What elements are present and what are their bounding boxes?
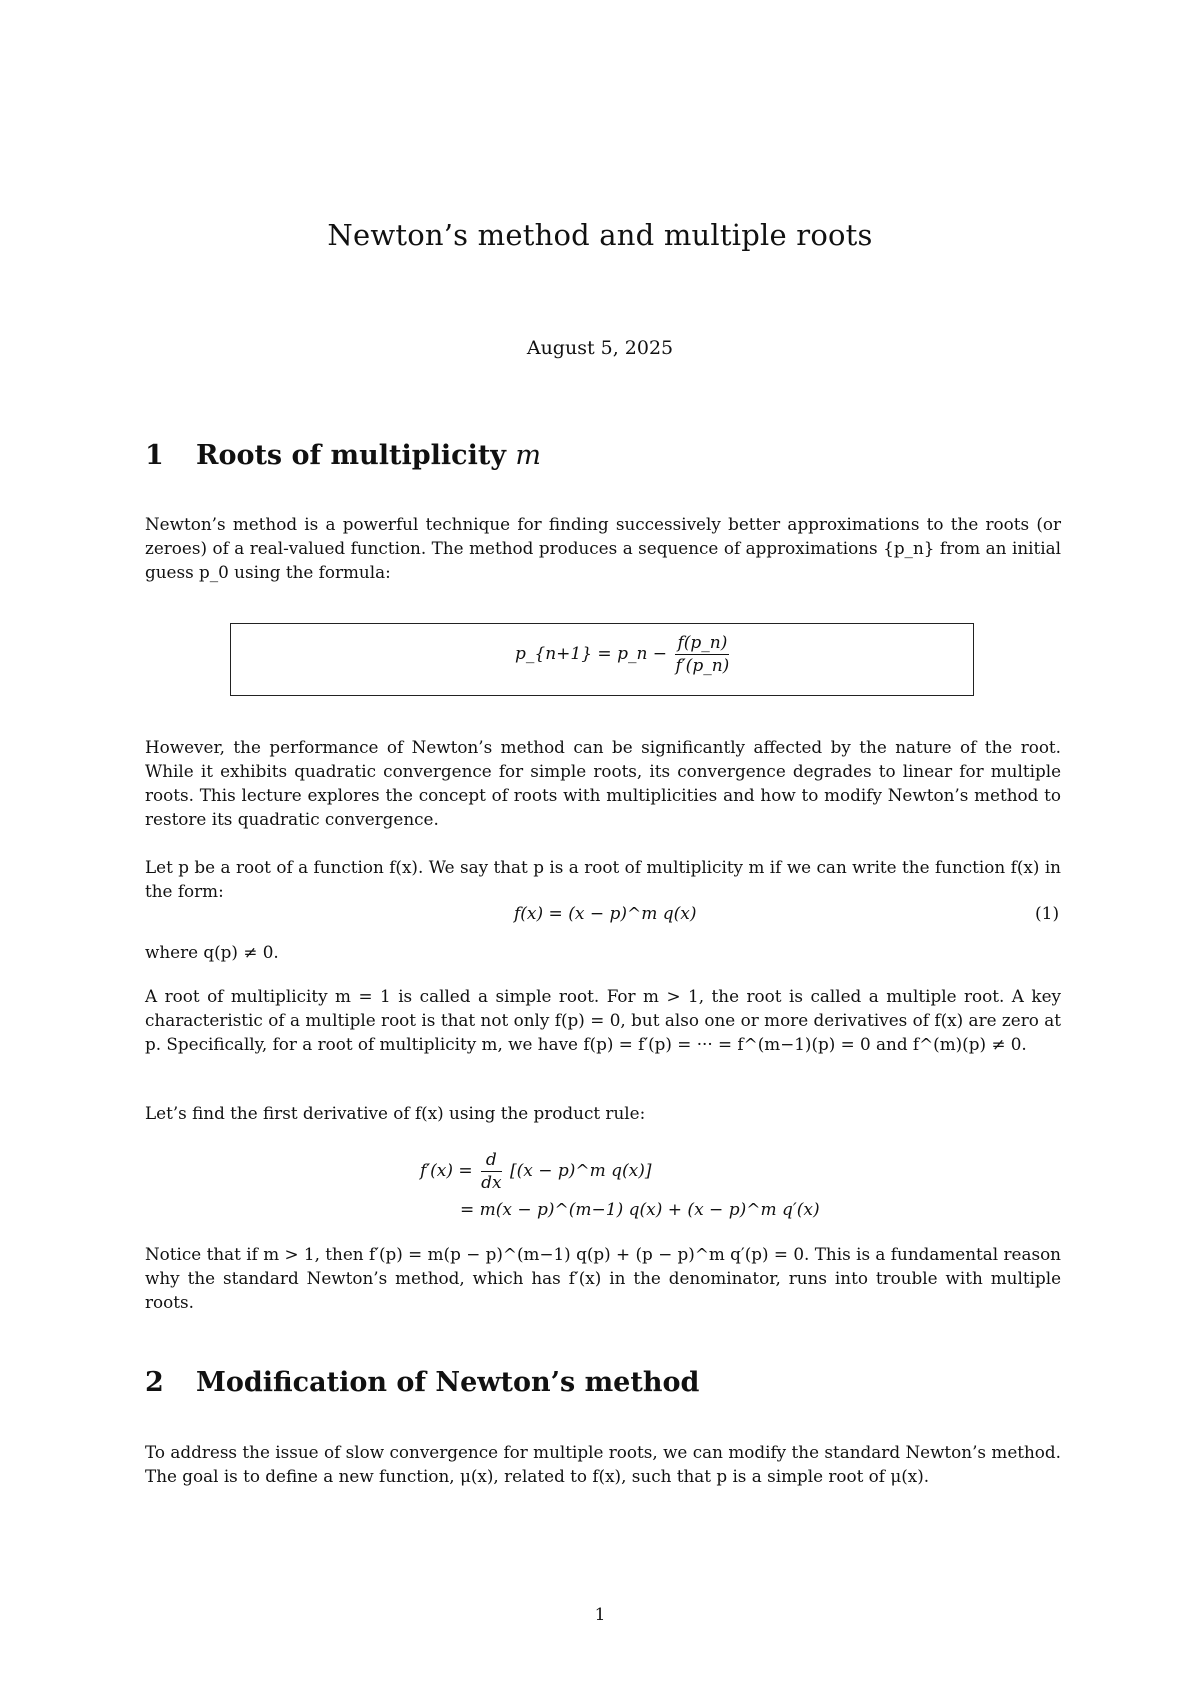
derivative-rhs: [(x − p)^m q(x)] [509,1161,652,1181]
paragraph-text: where q(p) ≠ 0. [145,942,279,962]
paragraph-text: Newton’s method is a powerful technique for finding successively better approximations to the roots (or zeroes) of a real-valued function. The method produces a sequence of approximations {p_n} from an initial guess p_0 using the formula: [145,514,1061,582]
derivative-lhs: f′(x) = [420,1161,473,1181]
paragraph-multiple-root [145,984,1061,1056]
section-title: Roots of multiplicity [196,440,516,471]
derivative-dx: dx [481,1173,502,1193]
document-date: August 5, 2025 [526,337,674,359]
section-1-heading [145,440,541,471]
paragraph-text: However, the performance of Newton’s method can be significantly affected by the nature of the root. While it exhibits quadratic convergence for simple roots, its convergence degrades to linear for multiple roots. This lecture explores the concept of roots with multiplicities and how to modify Newton’s method to restore its quadratic convergence. [145,737,1061,829]
formula-numerator: f(p_n) [677,633,728,653]
section-2-heading [145,1367,699,1398]
section-title: Modification of Newton’s method [196,1367,700,1398]
document-title: Newton’s method and multiple roots [327,218,873,252]
paragraph-intro [145,512,1061,584]
paragraph-derivative-intro [145,1101,1061,1125]
equation-1-number: (1) [1035,904,1060,924]
paragraph-where [145,940,1061,964]
derivative-line-1 [420,1150,652,1193]
page-number: 1 [594,1605,606,1625]
paragraph-modification [145,1440,1061,1488]
paragraph-text: A root of multiplicity m = 1 is called a simple root. For m > 1, the root is called a multiple root. A key characteristic of a multiple root is that not only f(p) = 0, but also one or more derivatives of f(x) are zero at p. Specifically, for a root of multiplicity m, we have f(p) = f′(p) = ··· = f^(m−1)(p) = 0 and f^(m)(p) ≠ 0. [145,986,1061,1054]
paragraph-text: Let’s find the first derivative of f(x) using the product rule: [145,1103,646,1123]
derivative-operator [481,1150,501,1193]
derivative-line-2: = m(x − p)^(m−1) q(x) + (x − p)^m q′(x) [460,1200,820,1220]
section-number: 2 [145,1367,164,1398]
equation-1: f(x) = (x − p)^m q(x) [514,904,697,924]
paragraph-text: To address the issue of slow convergence for multiple roots, we can modify the standard Newton’s method. The goal is to define a new function, μ(x), related to f(x), such that p is a simple root of μ(x). [145,1442,1061,1486]
formula-denominator: f′(p_n) [675,656,730,676]
newton-formula [515,633,732,676]
derivative-d: d [481,1150,501,1172]
formula-lhs: p_{n+1} = p_n − [515,644,668,664]
paragraph-performance [145,735,1061,831]
section-number: 1 [145,440,164,471]
paragraph-notice [145,1242,1061,1314]
section-title-math: m [515,440,541,471]
paragraph-text: Let p be a root of a function f(x). We say that p is a root of multiplicity m if we can write the function f(x) in the form: [145,857,1061,901]
formula-fraction [675,633,729,676]
paragraph-text: Notice that if m > 1, then f′(p) = m(p − p)^(m−1) q(p) + (p − p)^m q′(p) = 0. This is a fundamental reason why the standard Newton’s method, which has f′(x) in the denominator, runs into trouble with multiple roots. [145,1244,1061,1312]
paragraph-definition [145,855,1061,903]
